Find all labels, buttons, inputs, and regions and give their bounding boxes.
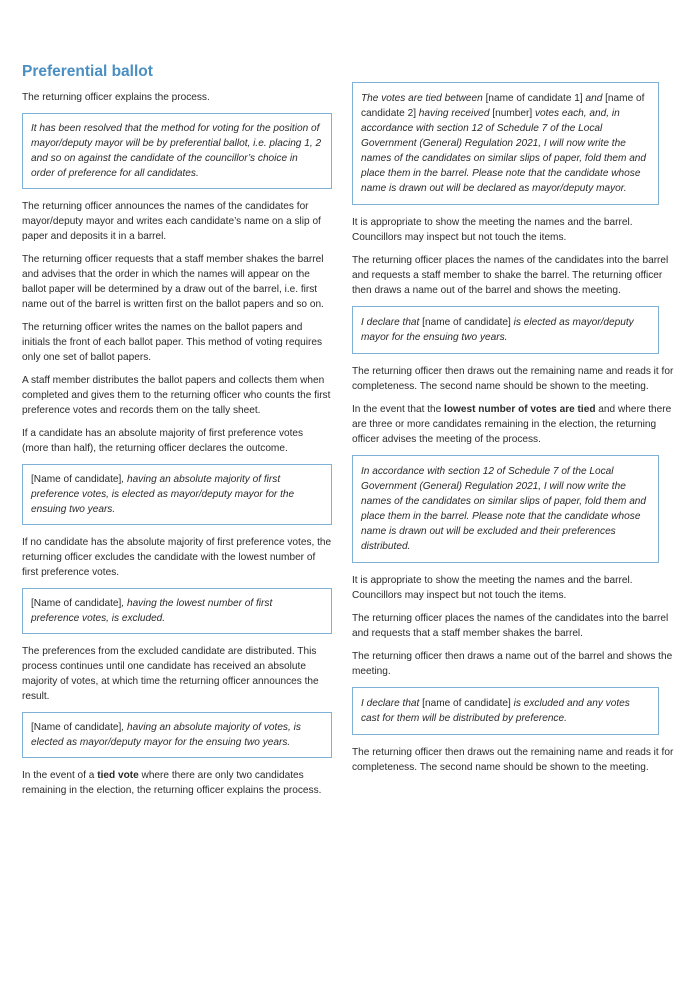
script-box (352, 455, 659, 563)
script-box (22, 113, 332, 189)
script-text: having received (416, 108, 493, 119)
script-text: It has been resolved that the method for voting for the position of mayor/deputy mayor will be by preferential ballot, i.e. placing 1, 2 and so on against the candidate of the councillor’s choice in order of preference for all candidates. (31, 123, 322, 179)
paragraph: The returning officer requests that a staff member shakes the barrel and advises that the order in which the names will appear on the ballot paper will be determined by a draw out of the barrel, i.e. first name out of the barrel is written first on the ballot papers and so on. (22, 254, 324, 310)
script-box (352, 306, 659, 354)
paragraph (352, 402, 682, 447)
script-box (22, 464, 332, 525)
paragraph: The returning officer writes the names on the ballot papers and initials the front of each ballot paper. This method of voting requires only one set of ballot papers. (22, 322, 322, 363)
script-box (352, 82, 659, 205)
script-text: is elected as mayor/deputy mayor for the ensuing two years. (361, 317, 634, 343)
bold-text: lowest number of votes are tied (444, 404, 596, 415)
paragraph (22, 768, 332, 798)
script-text: , having an absolute majority of first preference votes, is elected as mayor/deputy mayor for the ensuing two years. (31, 474, 295, 515)
text-run: where there are only two candidates remaining in the election, the returning officer explains the process. (22, 770, 322, 796)
script-text: I declare that (361, 317, 423, 328)
script-text: and (582, 93, 606, 104)
paragraph: The returning officer explains the process. (22, 92, 210, 103)
bold-text: tied vote (97, 770, 139, 781)
left-column (22, 62, 332, 806)
paragraph: If a candidate has an absolute majority of first preference votes (more than half), the returning officer declares the outcome. (22, 428, 304, 454)
paragraph: The returning officer places the names of the candidates into the barrel and requests that a staff member shakes the barrel. (352, 613, 669, 639)
paragraph: It is appropriate to show the meeting the names and the barrel. Councillors may inspect but not touch the items. (352, 217, 633, 243)
script-text: votes each, and, in accordance with section 12 of Schedule 7 of the Local Government (General) Regulation 2021, I will now write the names of the candidates on similar slips of paper, fold them and place them in the barrel. Please note that the candidate whose name is drawn out will be declared as mayor/deputy mayor. (361, 108, 647, 194)
paragraph: The returning officer places the names of the candidates into the barrel and requests a staff member to shake the barrel. The returning officer then draws a name out of the barrel and shows the meeting. (352, 255, 669, 296)
script-text: , having an absolute majority of votes, is elected as mayor/deputy mayor for the ensuing two years. (31, 722, 301, 748)
paragraph: The returning officer announces the names of the candidates for mayor/deputy mayor and writes each candidate’s name on a slip of paper and deposits it in a barrel. (22, 201, 321, 242)
placeholder-text: [number] (492, 108, 533, 119)
script-box (352, 687, 659, 735)
paragraph: The returning officer then draws out the remaining name and reads it for completeness. The second name should be shown to the meeting. (352, 366, 674, 392)
placeholder-text: [name of candidate 2] (361, 93, 645, 119)
paragraph: The returning officer then draws a name out of the barrel and shows the meeting. (352, 651, 673, 677)
placeholder-text: [name of candidate] (422, 698, 511, 709)
script-box (22, 712, 332, 758)
placeholder-text: [Name of candidate] (31, 598, 122, 609)
paragraph: The returning officer then draws out the remaining name and reads it for completeness. The second name should be shown to the meeting. (352, 747, 674, 773)
paragraph: A staff member distributes the ballot papers and collects them when completed and gives them to the returning officer who counts the first preference votes and records them on the tally sheet. (22, 375, 331, 416)
paragraph: If no candidate has the absolute majority of first preference votes, the returning officer excludes the candidate with the lowest number of first preference votes. (22, 537, 332, 578)
right-column (352, 82, 682, 783)
script-text: I declare that (361, 698, 423, 709)
placeholder-text: [name of candidate 1] (485, 93, 583, 104)
script-text: The votes are tied between (361, 93, 486, 104)
script-box (22, 588, 332, 634)
script-text: is excluded and any votes cast for them will be distributed by preference. (361, 698, 630, 724)
page-title: Preferential ballot (22, 63, 153, 80)
paragraph: It is appropriate to show the meeting the names and the barrel. Councillors may inspect but not touch the items. (352, 575, 633, 601)
placeholder-text: [Name of candidate] (31, 474, 122, 485)
script-text: , having the lowest number of first preference votes, is excluded. (31, 598, 273, 624)
text-run: In the event of a (22, 770, 98, 781)
script-text: In accordance with section 12 of Schedule 7 of the Local Government (General) Regulation 2021, I will now write the names of the candidates on similar slips of paper, fold them and place them in the barrel. Please note that the candidate whose name is drawn out will be excluded and their preferences distributed. (361, 466, 647, 552)
text-run: In the event that the (352, 404, 445, 415)
placeholder-text: [name of candidate] (422, 317, 511, 328)
text-run: and where there are three or more candidates remaining in the election, the returning officer advises the meeting of the process. (352, 404, 672, 445)
placeholder-text: [Name of candidate] (31, 722, 122, 733)
paragraph: The preferences from the excluded candidate are distributed. This process continues until one candidate has received an absolute majority of votes, at which time the returning officer announces the result. (22, 646, 319, 702)
